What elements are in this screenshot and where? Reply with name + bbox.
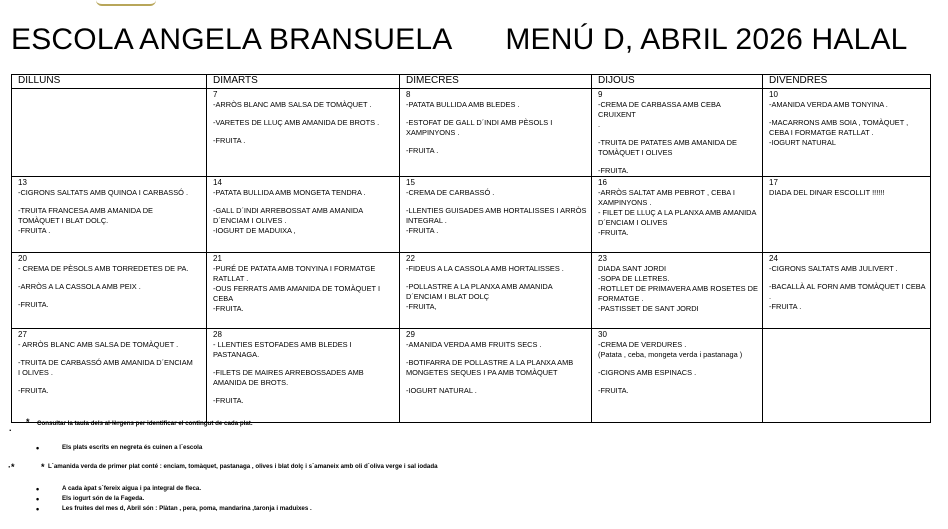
day-cell: [592, 177, 763, 253]
note-yogurt: Els iogurt són de la Fageda.: [62, 495, 145, 502]
dish-line: DIADA SANT JORDI -SOPA DE LLETRES. -ROTLLET DE PRIMAVERA AMB ROSETES DE FORMATGE . -PASTISSET DE SANT JORDI: [598, 264, 758, 313]
date-number: 20: [18, 254, 27, 263]
day-cell: [763, 89, 931, 177]
date-number: 30: [598, 330, 607, 339]
date-number: 8: [406, 90, 411, 99]
date-number: 21: [213, 254, 222, 263]
dish-line: - LLENTIES ESTOFADES AMB BLEDES I PASTANAGA.: [213, 340, 352, 359]
day-cell: [763, 329, 931, 423]
dish-line: -PATATA BULLIDA AMB MONGETA TENDRA .: [213, 188, 366, 197]
date-number: 13: [18, 178, 27, 187]
day-cell: [207, 89, 400, 177]
date-number: 14: [213, 178, 222, 187]
note-mark: •: [36, 484, 40, 494]
day-cell: [592, 253, 763, 329]
day-cell: [207, 177, 400, 253]
dish-line: -CIGRONS SALTATS AMB QUINOA I CARBASSÓ .: [18, 188, 189, 197]
dish-line: -CIGRONS AMB ESPINACS .: [598, 368, 697, 377]
note-water-bread: A cada àpat s´fereix aigua i pa integral de fleca.: [62, 485, 202, 492]
dish-line: -CIGRONS SALTATS AMB JULIVERT .: [769, 264, 898, 273]
note-allergens: Consultar la taula dels al·lèrgens per identificar el contingut de cada plat.: [37, 420, 253, 427]
week-row: [12, 253, 931, 329]
date-number: 23: [598, 254, 607, 263]
dish-line: -AMANIDA VERDA AMB TONYINA .: [769, 100, 888, 109]
weekday-header: DIVENDRES: [763, 75, 931, 89]
note-mark: *: [26, 417, 30, 427]
weekday-header: DILLUNS: [12, 75, 207, 89]
dish-line: -VARETES DE LLUÇ AMB AMANIDA DE BROTS .: [213, 118, 380, 127]
dish-line: -FRUITA.: [18, 386, 49, 395]
date-number: 15: [406, 178, 415, 187]
week-row: [12, 177, 931, 253]
day-cell: [207, 329, 400, 423]
dish-line: -PATATA BULLIDA AMB BLEDES .: [406, 100, 520, 109]
note-mark: ·*: [8, 462, 15, 472]
date-number: 17: [769, 178, 778, 187]
note-mark: •: [36, 494, 40, 504]
day-cell: [400, 329, 592, 423]
week-row: [12, 89, 931, 177]
dish-line: -ARRÒS BLANC AMB SALSA DE TOMÀQUET .: [213, 100, 372, 109]
date-number: 22: [406, 254, 415, 263]
dish-line: DIADA DEL DINAR ESCOLLIT !!!!!!: [769, 188, 885, 197]
day-cell: [12, 177, 207, 253]
note-mark: •: [36, 443, 40, 453]
date-number: 27: [18, 330, 27, 339]
day-cell: [763, 253, 931, 329]
dish-line: -LLENTIES GUISADES AMB HORTALISSES I ARRÒS INTEGRAL . -FRUITA .: [406, 206, 587, 235]
day-cell: [400, 89, 592, 177]
weekday-header: DIMARTS: [207, 75, 400, 89]
page-header: [11, 22, 908, 58]
weekday-header-row: [12, 75, 931, 89]
menu-title: MENÚ D, ABRIL 2026 HALAL: [505, 23, 908, 56]
day-cell: [400, 253, 592, 329]
dish-line: -POLLASTRE A LA PLANXA AMB AMANIDA D´ENCIAM I BLAT DOLÇ -FRUITA,: [406, 282, 553, 311]
menu-table: [11, 74, 931, 423]
day-cell: [592, 89, 763, 177]
dish-line: -FRUITA.: [213, 396, 244, 405]
day-cell: [12, 329, 207, 423]
dish-line: -TRUITA FRANCESA AMB AMANIDA DE TOMÀQUET I BLAT DOLÇ. -FRUITA .: [18, 206, 153, 235]
dish-line: -ARRÒS SALTAT AMB PEBROT , CEBA I XAMPINYONS . - FILET DE LLUÇ A LA PLANXA AMB AMANIDA D´ENCIAM I OLIVES -FRUITA.: [598, 188, 757, 237]
dish-line: -IOGURT NATURAL .: [406, 386, 477, 395]
dish-line: -PURÉ DE PATATA AMB TONYINA I FORMATGE RATLLAT . -OUS FERRATS AMB AMANIDA DE TOMÀQUET I CEBA -FRUITA.: [213, 264, 381, 313]
note-bold-dishes: Els plats escrits en negreta és cuinen a l´escola: [62, 444, 203, 451]
dish-line: -FRUITA.: [598, 166, 629, 175]
dish-line: -AMANIDA VERDA AMB FRUITS SECS .: [406, 340, 542, 349]
dish-line: -FRUITA .: [213, 136, 246, 145]
date-number: 9: [598, 90, 603, 99]
weekday-header: DIJOUS: [592, 75, 763, 89]
dish-line: -ESTOFAT DE GALL D´INDI AMB PÈSOLS I XAMPINYONS .: [406, 118, 553, 137]
dish-line: -TRUITA DE CARBASSÓ AMB AMANIDA D´ENCIAM I OLIVES .: [18, 358, 193, 377]
logo-fragment: [96, 0, 156, 6]
day-cell: [12, 253, 207, 329]
dish-line: -CREMA DE CARBASSÓ .: [406, 188, 495, 197]
dish-line: -FILETS DE MAIRES ARREBOSSADES AMB AMANIDA DE BROTS.: [213, 368, 364, 387]
date-number: 10: [769, 90, 778, 99]
date-number: 28: [213, 330, 222, 339]
dish-line: -CREMA DE CARBASSA AMB CEBA CRUIXENT .: [598, 100, 721, 129]
dish-line: -BACALLÀ AL FORN AMB TOMÀQUET I CEBA . -FRUITA .: [769, 282, 926, 311]
dish-line: -ARRÒS A LA CASSOLA AMB PEIX .: [18, 282, 141, 291]
note-green-salad: L´amanida verda de primer plat conté : enciam, tomàquet, pastanaga , olives i blat dolç i s´amaneix amb oli d´oliva verge i sal iodada: [48, 463, 438, 470]
dish-line: - ARRÒS BLANC AMB SALSA DE TOMÀQUET .: [18, 340, 179, 349]
dish-line: -GALL D´INDI ARREBOSSAT AMB AMANIDA D´ENCIAM I OLIVES . -IOGURT DE MADUIXA ,: [213, 206, 364, 235]
date-number: 29: [406, 330, 415, 339]
dish-line: -FRUITA .: [406, 146, 439, 155]
dish-line: -FRUITA.: [598, 386, 629, 395]
week-row: [12, 329, 931, 423]
school-name: ESCOLA ANGELA BRANSUELA: [11, 23, 451, 56]
date-number: 24: [769, 254, 778, 263]
dish-line: -FRUITA.: [18, 300, 49, 309]
note-mark: .: [9, 423, 12, 433]
weekday-header: DIMECRES: [400, 75, 592, 89]
dish-line: -FIDEUS A LA CASSOLA AMB HORTALISSES .: [406, 264, 564, 273]
note-mark: •: [36, 504, 40, 514]
day-cell: [763, 177, 931, 253]
dish-line: -TRUITA DE PATATES AMB AMANIDA DE TOMÀQUET I OLIVES: [598, 138, 737, 157]
date-number: 16: [598, 178, 607, 187]
day-cell: [592, 329, 763, 423]
dish-line: - CREMA DE PÈSOLS AMB TORREDETES DE PA.: [18, 264, 189, 273]
dish-line: -CREMA DE VERDURES . (Patata , ceba, mongeta verda i pastanaga ): [598, 340, 743, 359]
note-fruits: Les fruites del mes d, Abril són : Plàtan , pera, poma, mandarina ,taronja i maduixes .: [62, 505, 312, 512]
dish-line: -BOTIFARRA DE POLLASTRE A LA PLANXA AMB MONGETES SEQUES I PA AMB TOMÀQUET: [406, 358, 574, 377]
day-cell: [400, 177, 592, 253]
dish-line: -MACARRONS AMB SOIA , TOMÀQUET , CEBA I FORMATGE RATLLAT . -IOGURT NATURAL: [769, 118, 909, 147]
note-mark: *: [41, 462, 45, 472]
day-cell: [207, 253, 400, 329]
day-cell: [12, 89, 207, 177]
date-number: 7: [213, 90, 218, 99]
